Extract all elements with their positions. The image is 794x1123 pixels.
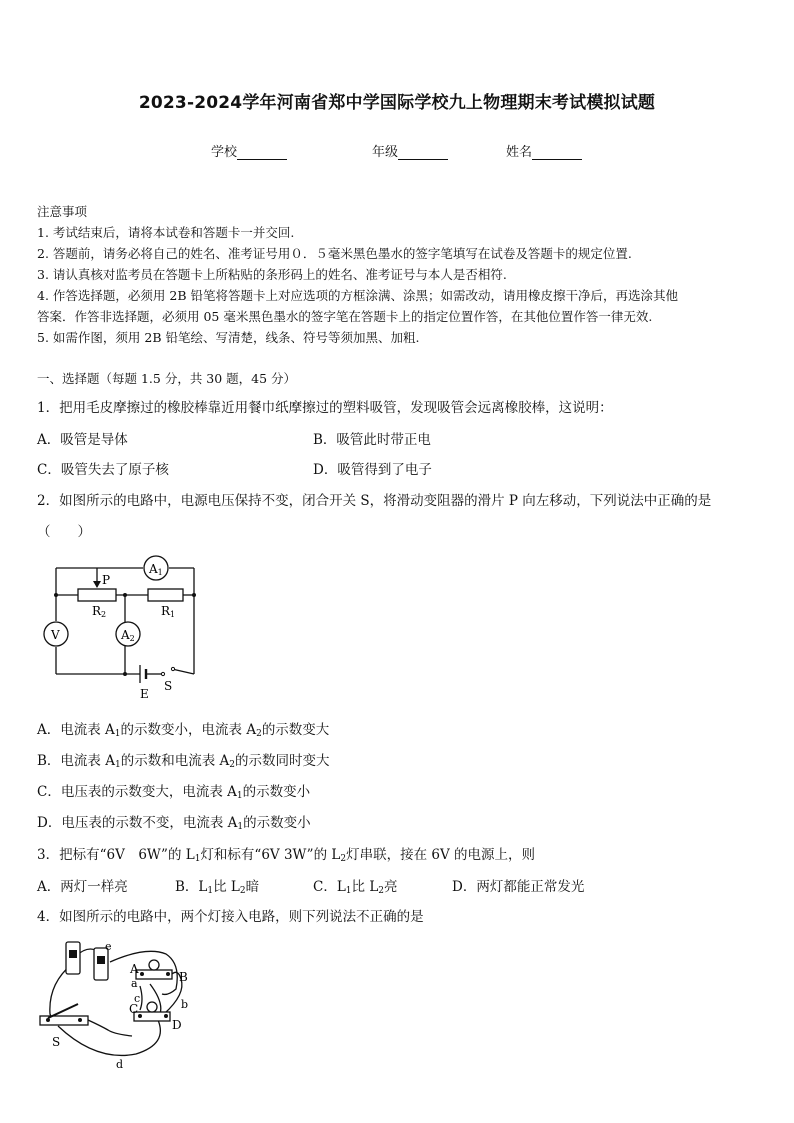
slider-p-label: P (102, 573, 111, 587)
grade-label: 年级 (372, 145, 399, 160)
q3-c-sub-1: 1 (345, 886, 352, 896)
label-B: B (179, 970, 188, 984)
resistor-r2-label: R2 (92, 604, 107, 619)
grade-field (372, 141, 448, 160)
notice-item: 4. 作答选择题，必须用 2B 铅笔将答题卡上对应选项的方框涂满、涂黑；如需改动，请用橡皮擦干净后，再选涂其他 (37, 288, 678, 303)
q2-a-sub-2: 2 (256, 729, 262, 739)
q2-a-text-3: 的示数变大 (261, 722, 330, 738)
q2-d-text-2: 的示数变小 (243, 815, 311, 831)
ammeter-a2-label: A2 (121, 628, 135, 643)
q3-stem-sub-2: 2 (340, 854, 347, 864)
q2-d-sub-1: 1 (237, 822, 244, 832)
school-field (211, 141, 287, 160)
question-2-stem: 2．如图所示的电路中，电源电压保持不变，闭合开关 S，将滑动变阻器的滑片 P 向左移动，下列说法中正确的是 (37, 493, 712, 509)
notice-item: 5. 如需作图，须用 2B 铅笔绘、写清楚，线条、符号等须加黑、加粗. (37, 330, 420, 345)
notice-item: 答案．作答非选择题，必须用 05 毫米黑色墨水的签字笔在答题卡上的指定位置作答，在其他位置作答一律无效. (37, 309, 653, 324)
q3-stem-text-1: 3．把标有“6V 6W”的 L (37, 847, 195, 863)
question-2-paren: （ ） (37, 524, 91, 540)
label-e: e (105, 940, 112, 953)
q3-c-text-3: 亮 (384, 879, 398, 895)
q2-c-text-2: 的示数变小 (242, 784, 311, 800)
notice-heading: 注意事项 (37, 204, 88, 219)
q2-option-d[interactable] (37, 811, 311, 832)
label-b: b (181, 998, 189, 1011)
q2-c-text-1: C．电压表的示数变大，电流表 A (37, 784, 237, 800)
circuit-photo-q4 (36, 934, 206, 1074)
q3-b-sub-1: 1 (207, 886, 214, 896)
label-a: a (131, 977, 138, 990)
question-4-stem: 4．如图所示的电路中，两个灯接入电路，则下列说法不正确的是 (37, 909, 424, 925)
page-title: 2023-2024学年河南省郑中学国际学校九上物理期末考试模拟试题 (138, 93, 656, 113)
label-D: D (172, 1018, 182, 1032)
q3-c-sub-2: 2 (378, 886, 385, 896)
q2-option-a[interactable] (37, 718, 329, 739)
q2-option-b[interactable] (37, 749, 329, 770)
notice-item: 3. 请认真核对监考员在答题卡上所粘贴的条形码上的姓名、准考证号与本人是否相符. (37, 267, 507, 282)
resistor-r1-label: R1 (161, 604, 176, 619)
circuit-diagram-q2 (36, 552, 208, 702)
label-C: C (129, 1002, 139, 1016)
q3-b-sub-2: 2 (239, 886, 246, 896)
label-d: d (116, 1058, 124, 1071)
q3-stem-text-2: 灯和标有“6V 3W”的 L (200, 847, 341, 863)
name-blank[interactable] (532, 146, 582, 160)
section-heading: 一、选择题（每题 1.5 分，共 30 题，45 分） (37, 371, 297, 386)
q2-a-sub-1: 1 (114, 729, 121, 739)
notice-item: 1. 考试结束后，请将本试卷和答题卡一并交回. (37, 225, 295, 240)
q3-b-text-3: 暗 (245, 879, 260, 895)
q2-a-text-1: A．电流表 A (37, 722, 115, 738)
label-A: A (130, 962, 139, 976)
ammeter-a1-label: A1 (149, 562, 163, 577)
name-field (506, 141, 582, 160)
notice-block (37, 201, 762, 348)
q3-stem-sub-1: 1 (194, 854, 201, 864)
q3-c-text-2: 比 L (351, 879, 379, 895)
q1-option-a[interactable]: A．吸管是导体 (37, 432, 128, 448)
q2-option-c[interactable] (37, 780, 310, 801)
q3-b-text-1: B．L (175, 879, 208, 895)
q2-b-sub-2: 2 (229, 760, 235, 770)
q2-b-text-1: B．电流表 A (37, 753, 115, 769)
battery-e-label: E (140, 687, 149, 701)
q3-option-c[interactable] (313, 875, 398, 896)
q2-a-text-2: 的示数变小，电流表 A (120, 722, 257, 738)
q2-c-sub-1: 1 (236, 791, 243, 801)
q2-d-text-1: D．电压表的示数不变，电流表 A (37, 815, 238, 831)
label-S: S (52, 1035, 61, 1049)
q2-b-text-3: 的示数同时变大 (234, 753, 330, 769)
q2-b-text-2: 的示数和电流表 A (120, 753, 230, 769)
q2-b-sub-1: 1 (114, 760, 121, 770)
q1-option-d[interactable]: D．吸管得到了电子 (313, 462, 432, 478)
q3-stem-text-3: 灯串联，接在 6V 的电源上，则 (346, 847, 535, 863)
school-blank[interactable] (237, 146, 287, 160)
q3-option-b[interactable] (175, 875, 259, 896)
q3-option-d[interactable]: D．两灯都能正常发光 (452, 879, 585, 895)
voltmeter-label: V (51, 628, 60, 642)
question-3-stem (37, 843, 767, 864)
grade-blank[interactable] (398, 146, 448, 160)
q3-c-text-1: C．L (313, 879, 346, 895)
notice-item: 2. 答题前，请务必将自己的姓名、准考证号用０．５毫米黑色墨水的签字笔填写在试卷及答题卡的规定位置. (37, 246, 632, 261)
q1-option-c[interactable]: C．吸管失去了原子核 (37, 462, 169, 478)
q3-b-text-2: 比 L (213, 879, 240, 895)
school-label: 学校 (211, 145, 238, 160)
name-label: 姓名 (506, 145, 533, 160)
q1-option-b[interactable]: B．吸管此时带正电 (313, 432, 431, 448)
question-1-stem: 1．把用毛皮摩擦过的橡胶棒靠近用餐巾纸摩擦过的塑料吸管，发现吸管会远离橡胶棒，这说明： (37, 400, 613, 416)
q3-option-a[interactable]: A．两灯一样亮 (37, 879, 128, 895)
label-c: c (134, 992, 141, 1005)
switch-s-label: S (164, 679, 173, 693)
